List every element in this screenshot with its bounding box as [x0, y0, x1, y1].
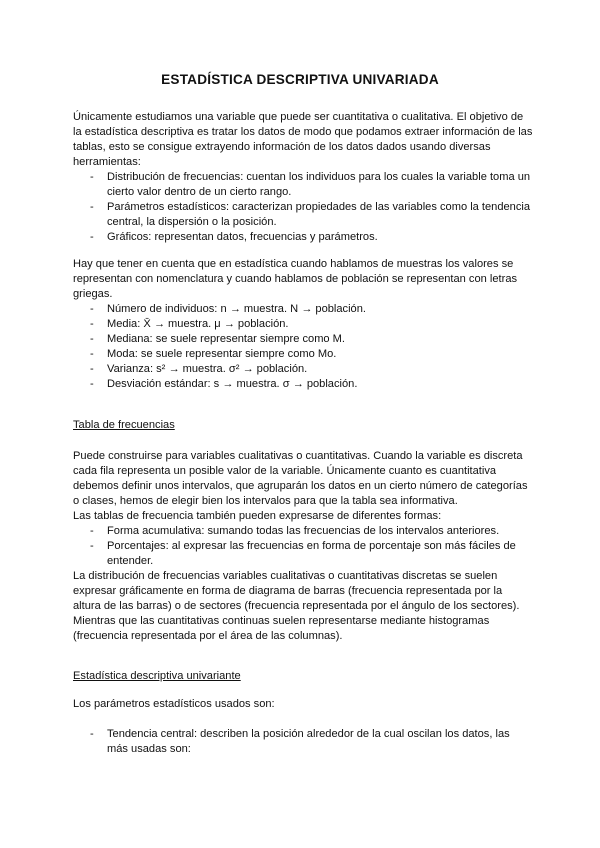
- list-item: - Forma acumulativa: sumando todas las frecuencias de los intervalos anteriores.: [73, 524, 533, 539]
- tabla-paragraph-3: La distribución de frecuencias variables cualitativas o cuantitativas discretas se suelen expresar gráficamente en forma de diagrama de barras (frecuencia representada por la altura de las barras) o de sectores (frecuencia representada por el ángulo de los sectores). Mientras que las cuantitativas continuas suelen representarse mediante histogramas (frecuencia representada por el área de las columnas).: [73, 570, 520, 642]
- list-item: - Media: X̄ → muestra. μ → población.: [73, 317, 533, 332]
- intro-paragraph: Únicamente estudiamos una variable que puede ser cuantitativa o cualitativa. El objetivo de la estadística descriptiva es tratar los datos de modo que podamos extraer información de las tablas, esto se consigue extrayendo información de los datos dados usando diversas herramientas:: [73, 111, 533, 168]
- univariante-list: [73, 727, 533, 757]
- tabla-forms-list: [73, 524, 533, 569]
- list-item: - Número de individuos: n → muestra. N → población.: [73, 302, 533, 317]
- notation-paragraph: Hay que tener en cuenta que en estadística cuando hablamos de muestras los valores se representan con nomenclatura y cuando hablamos de población se representan con letras griegas.: [73, 258, 518, 300]
- list-item: - Varianza: s² → muestra. σ² → población.: [73, 362, 533, 377]
- tabla-section: [73, 449, 533, 644]
- univariante-section: [73, 697, 533, 712]
- intro-section: [73, 110, 533, 245]
- list-item: - Mediana: se suele representar siempre como M.: [73, 332, 533, 347]
- section-heading-tabla: Tabla de frecuencias: [73, 419, 175, 431]
- notation-list: [73, 302, 533, 392]
- univariante-list-block: [73, 727, 533, 757]
- list-item: - Desviación estándar: s → muestra. σ → población.: [73, 377, 533, 392]
- section-heading-univariante: Estadística descriptiva univariante: [73, 670, 241, 682]
- notation-section: [73, 257, 533, 392]
- list-item: - Parámetros estadísticos: caracterizan propiedades de las variables como la tendencia central, la dispersión o la posición.: [73, 200, 533, 230]
- univariante-paragraph: Los parámetros estadísticos usados son:: [73, 698, 275, 710]
- tools-list: [73, 170, 533, 245]
- tabla-paragraph-1: Puede construirse para variables cualitativas o cuantitativas. Cuando la variable es discreta cada fila representa un posible valor de la variable. Únicamente cuanto es cuantitativa debemos definir unos intervalos, que agruparán los datos en un cierto número de categorías o clases, hemos de elegir bien los intervalos para que la tabla sea informativa.: [73, 450, 528, 507]
- list-item: - Gráficos: representan datos, frecuencias y parámetros.: [73, 230, 533, 245]
- document-title: ESTADÍSTICA DESCRIPTIVA UNIVARIADA: [161, 72, 439, 87]
- list-item: - Moda: se suele representar siempre como Mo.: [73, 347, 533, 362]
- tabla-heading-block: [73, 418, 533, 433]
- list-item: - Tendencia central: describen la posición alrededor de la cual oscilan los datos, las más usadas son:: [73, 727, 533, 757]
- list-item: - Distribución de frecuencias: cuentan los individuos para los cuales la variable toma un cierto valor dentro de un cierto rango.: [73, 170, 533, 200]
- list-item: - Porcentajes: al expresar las frecuencias en forma de porcentaje son más fáciles de entender.: [73, 539, 533, 569]
- univariante-heading-block: [73, 669, 533, 684]
- tabla-paragraph-2: Las tablas de frecuencia también pueden expresarse de diferentes formas:: [73, 510, 442, 522]
